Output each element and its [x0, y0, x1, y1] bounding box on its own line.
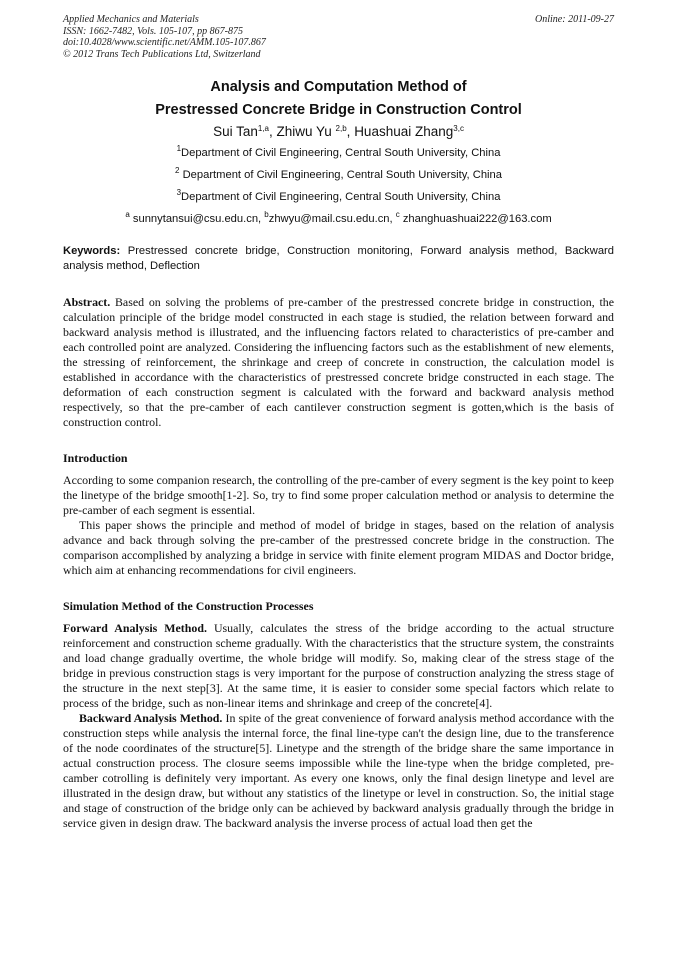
affiliation-1: $^1$Department of Civil Engineering, Central South University, China [176, 144, 501, 159]
backward-analysis-label: Backward Analysis Method. [79, 711, 223, 725]
forward-analysis-label: Forward Analysis Method. [63, 621, 207, 635]
paper-title [63, 76, 614, 122]
online-date: Online: 2011-09-27 [535, 14, 614, 25]
author-list [63, 122, 614, 142]
affiliation-3: $^3$Department of Civil Engineering, Central South University, China [176, 188, 501, 203]
author-3: Huashuai Zhang$^{3,c}$ [354, 124, 464, 139]
email-c[interactable]: zhanghuashuai222@163.com [399, 213, 552, 225]
introduction-paragraph-1: According to some companion research, the controlling of the pre-camber of every segment is the key point to keep the linetype of the bridge smooth[1-2]. So, try to find some proper calculation method or analysis to determine the pre-camber of each segment is essential. [63, 473, 614, 517]
abstract-text: Based on solving the problems of pre-camber of the prestressed concrete bridge in construction, the calculation principle of the bridge model constructed in each stage is studied, the relation between forward and backward analysis method is illustrated, and the influencing factors related to characteristics of pre-camber and each controlled point are analyzed. Considering the influencing factors such as the establishment of new elements, the stressing of reinforcement, the shrinkage and creep of concrete in construction, the calculation model is established in accordance with the characteristics of prestressed concrete bridge constructed in each stage. The deformation of each construction segment is calculated with the forward and backward analysis method respectively, so that the pre-camber of each cantilever construction segment is gotten,which is the basis of construction control. [63, 295, 614, 429]
copyright-line: © 2012 Trans Tech Publications Ltd, Switzerland [63, 48, 261, 60]
introduction-heading: Introduction [63, 451, 128, 465]
author-2: Zhiwu Yu $^{2,b}$, [276, 124, 355, 139]
doi-line: doi:10.4028/www.scientific.net/AMM.105-107.867 [63, 37, 266, 48]
author-1: Sui Tan$^{1,a}$, [213, 124, 277, 139]
keywords-label: Keywords: [63, 245, 121, 257]
keywords-text: Prestressed concrete bridge, Construction monitoring, Forward analysis method, Backward analysis method, Deflection [63, 245, 614, 272]
journal-header [63, 14, 614, 60]
forward-analysis-text: Usually, calculates the stress of the bridge according to the actual structure reinforcement and construction scheme gradually. With the characteristics that the structure system, the constraints and load change gradually overtime, the whole bridge will modify. So, making clear of the stress stage of the bridge in previous construction stags is very important for the purpose of construction analyzing the stress stage of the structure in the next step[3]. At the same time, it is easier to consider some special factors which relate to process of the bridge, such as non-linear items and shrinkage and creep of the concrete[4]. [63, 621, 614, 710]
affiliation-2: $^2$ Department of Civil Engineering, Central South University, China [175, 166, 502, 181]
email-b[interactable]: zhwyu@mail.csu.edu.cn, [268, 213, 396, 225]
abstract [63, 295, 614, 430]
forward-analysis-paragraph [63, 621, 614, 711]
simulation-heading: Simulation Method of the Construction Processes [63, 599, 314, 613]
backward-analysis-paragraph [63, 711, 614, 831]
abstract-label: Abstract. [63, 295, 111, 309]
journal-name: Applied Mechanics and Materials [63, 14, 199, 25]
title-line-2: Prestressed Concrete Bridge in Construction Control [155, 102, 522, 118]
email-a[interactable]: sunnytansui@csu.edu.cn, [129, 213, 265, 225]
title-line-1: Analysis and Computation Method of [210, 79, 467, 95]
email-line: $^a$ sunnytansui@csu.edu.cn, $^b$zhwyu@mail.csu.edu.cn, $^c$ zhanghuashuai222@163.com [125, 210, 552, 225]
introduction-paragraph-2: This paper shows the principle and method of model of bridge in stages, based on the relation of analysis advance and back through solving the pre-camber of the prestressed concrete bridge in the construction. The comparison accomplished by analyzing a bridge in service with finite element program MIDAS and Doctor bridge, which aim at enhancing recommendations for civil engineers. [63, 518, 614, 577]
backward-analysis-text: In spite of the great convenience of forward analysis method accordance with the construction steps while analysis the internal force, the final line-type can't the design line, due to the transference of the node coordinates of the structure[5]. Linetype and the strength of the bridge share the same importance in actual construction process. The closure seems impossible while the line-type when the bridge completed, pre-camber cotrolling is definitely very important. As every one knows, only the final design linetype and level are illustrated in the design draw, but without any statistics of the linetype or level in construction. So, the initial stage and stage of construction of the bridge only can be achieved by backward analysis gradually through the bridge in service given in design draw. The backward analysis the inverse process of actual load then get the [63, 711, 614, 830]
issn-line: ISSN: 1662-7482, Vols. 105-107, pp 867-875 [63, 25, 243, 37]
affiliation-list [63, 142, 614, 208]
keywords [63, 244, 614, 274]
